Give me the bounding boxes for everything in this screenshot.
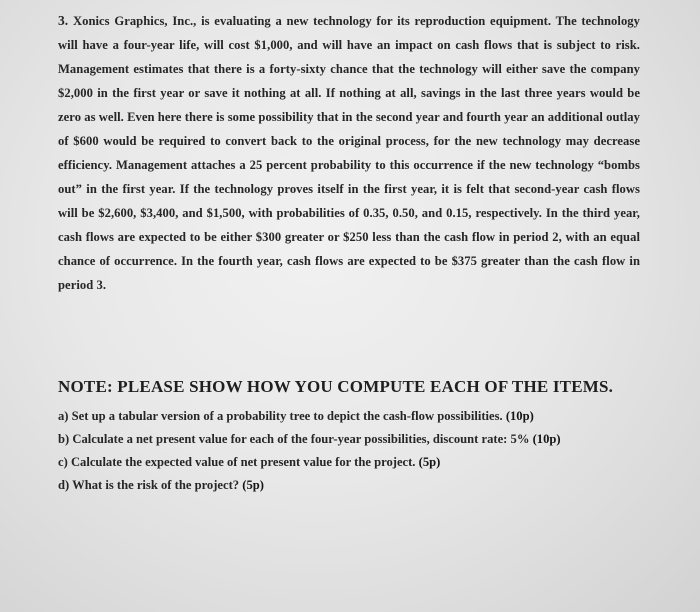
question-points: (5p) bbox=[418, 455, 441, 469]
question-text: Set up a tabular version of a probability tree to depict the cash-flow possibilities. bbox=[71, 409, 503, 423]
problem-text: Xonics Graphics, Inc., is evaluating a new technology for its reproduction equipment. The technology will have a four-year life, will cost $1,000, and will have an impact on cash flows that is subject to risk. Management estimates that there is a forty-sixty chance that the technology will either save the company $2,000 in the first year or save it nothing at all. If nothing at all, savings in the last three years would be zero as well. Even here there is some possibility that in the second year and fourth year an additional outlay of $600 would be required to convert back to the original process, for the new technology may decrease efficiency. Management attaches a 25 percent probability to this occurrence if the new technology “bombs out” in the first year. If the technology proves itself in the first year, it is felt that second-year cash flows will be $2,600, $3,400, and $1,500, with probabilities of 0.35, 0.50, and 0.15, respectively. In the third year, cash flows are expected to be either $300 greater or $250 less than the cash flow in period 2, with an equal chance of occurrence. In the fourth year, cash flows are expected to be $375 greater than the cash flow in period 3. bbox=[58, 14, 640, 292]
question-text: Calculate the expected value of net present value for the project. bbox=[70, 455, 416, 469]
question-letter: b) bbox=[58, 432, 70, 446]
question-letter: d) bbox=[58, 478, 70, 492]
question-item-a bbox=[58, 405, 658, 428]
question-letter: c) bbox=[58, 455, 68, 469]
question-text: What is the risk of the project? bbox=[72, 478, 240, 492]
question-text: Calculate a net present value for each of the four-year possibilities, discount rate: 5% bbox=[72, 432, 530, 446]
question-points: (10p) bbox=[505, 409, 534, 423]
question-points: (10p) bbox=[532, 432, 561, 446]
problem-number: 3. bbox=[58, 13, 69, 28]
question-item-c bbox=[58, 451, 658, 474]
note-heading: NOTE: PLEASE SHOW HOW YOU COMPUTE EACH OF THE ITEMS. bbox=[58, 377, 614, 396]
question-item-b bbox=[58, 428, 658, 451]
problem-statement bbox=[58, 9, 640, 297]
question-list bbox=[58, 405, 658, 497]
question-letter: a) bbox=[58, 409, 69, 423]
question-item-d bbox=[58, 474, 658, 497]
question-points: (5p) bbox=[242, 478, 264, 492]
